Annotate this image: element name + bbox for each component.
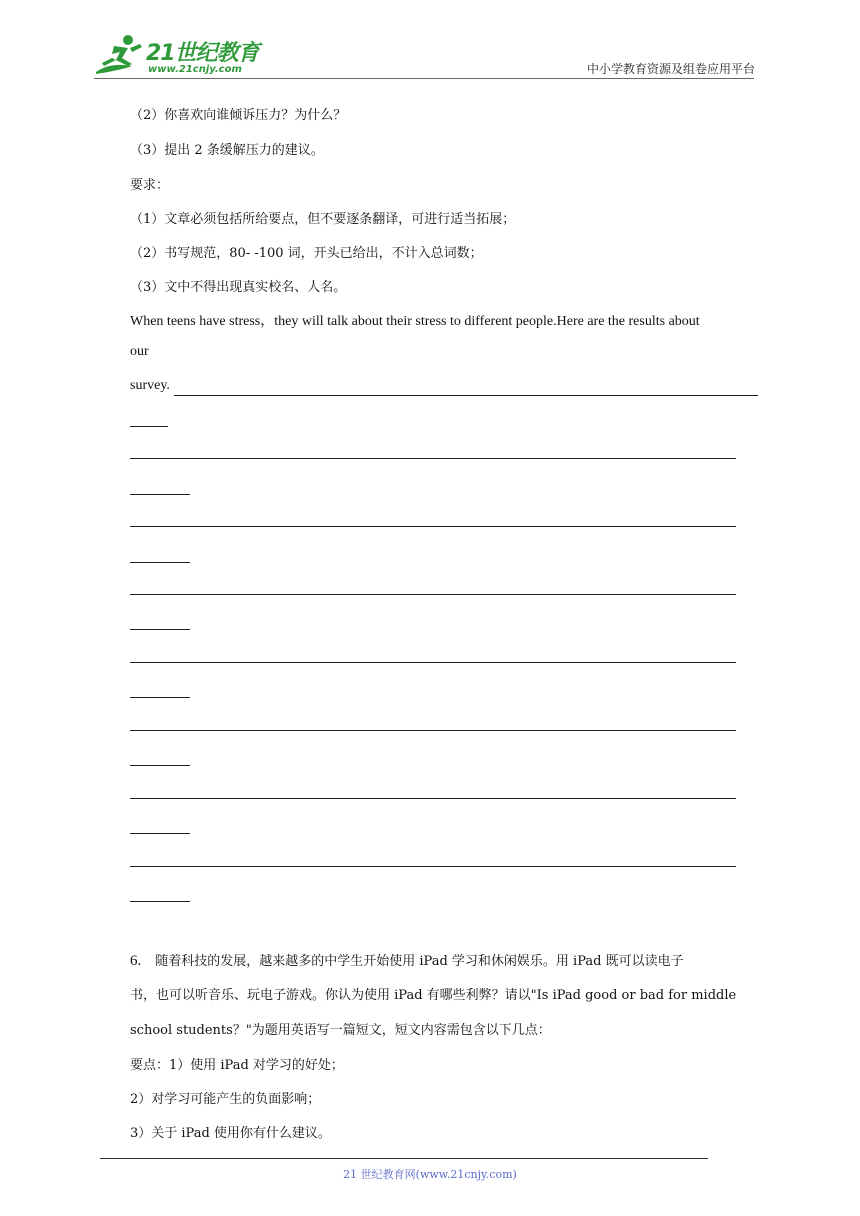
opening-sentence-cont: our xyxy=(130,344,149,359)
answer-line-short xyxy=(130,629,190,630)
runner-logo-icon xyxy=(92,32,152,78)
header-divider xyxy=(94,78,754,79)
question-6-text-1: 随着科技的发展，越来越多的中学生开始使用 iPad 学习和休闲娱乐。用 iPad 既可以读电子 xyxy=(155,954,684,969)
answer-line xyxy=(130,458,736,459)
answer-line xyxy=(130,798,736,799)
answer-line-short xyxy=(130,426,168,427)
question-number: 6. xyxy=(130,953,142,969)
requirement-3: （3）文中不得出现真实校名、人名。 xyxy=(130,280,347,295)
requirement-1: （1）文章必须包括所给要点，但不要逐条翻译，可进行适当拓展； xyxy=(130,212,516,227)
answer-line xyxy=(130,594,736,595)
question-6-point-3: 3）关于 iPad 使用你有什么建议。 xyxy=(130,1126,331,1141)
opening-sentence-end: survey. xyxy=(130,378,170,393)
logo-url: www.21cnjy.com xyxy=(148,64,242,75)
footer-divider xyxy=(100,1158,708,1159)
page-header xyxy=(0,0,860,80)
prompt-line-2: （2）你喜欢向谁倾诉压力？为什么？ xyxy=(130,108,347,123)
site-logo xyxy=(92,32,262,80)
answer-line xyxy=(130,866,736,867)
answer-line-short xyxy=(130,901,190,902)
question-6-point-1: 要点：1）使用 iPad 对学习的好处； xyxy=(130,1058,344,1073)
question-6-line-3: school students？"为题用英语写一篇短文，短文内容需包含以下几点： xyxy=(130,1023,551,1038)
answer-line-short xyxy=(130,494,190,495)
answer-line-short xyxy=(130,765,190,766)
answer-line-short xyxy=(130,697,190,698)
answer-line xyxy=(130,526,736,527)
question-6-line-1 xyxy=(130,950,684,970)
requirement-2: （2）书写规范，80- -100 词，开头已给出，不计入总词数； xyxy=(130,246,483,261)
question-6-line-2: 书，也可以听音乐、玩电子游戏。你认为使用 iPad 有哪些利弊？请以"Is iPad good or bad for middle xyxy=(130,988,737,1003)
answer-line xyxy=(130,662,736,663)
answer-line-short xyxy=(130,562,190,563)
footer-link[interactable]: 21 世纪教育网(www.21cnjy.com) xyxy=(343,1168,517,1181)
answer-line xyxy=(174,395,758,396)
opening-sentence: When teens have stress，they will talk about their stress to different people.Here are the results about xyxy=(130,314,700,329)
requirements-heading: 要求： xyxy=(130,178,170,193)
answer-line-short xyxy=(130,833,190,834)
platform-name: 中小学教育资源及组卷应用平台 xyxy=(586,62,755,76)
logo-title: 21世纪教育 xyxy=(146,41,259,66)
prompt-line-3: （3）提出 2 条缓解压力的建议。 xyxy=(130,143,324,158)
answer-line xyxy=(130,730,736,731)
question-6-point-2: 2）对学习可能产生的负面影响； xyxy=(130,1092,321,1107)
